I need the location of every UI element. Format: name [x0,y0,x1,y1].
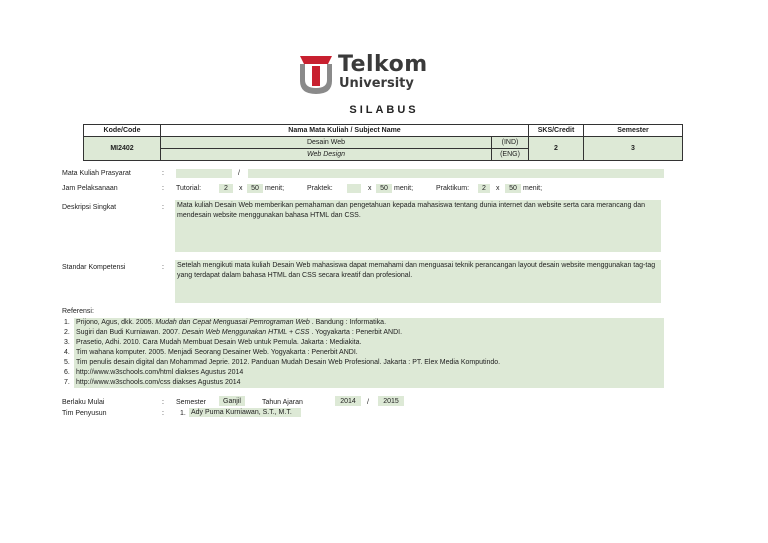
list-item [64,338,664,348]
tutorial-minutes[interactable]: 50 [247,184,263,193]
prasyarat-field-2[interactable] [248,169,664,178]
course-code: MI2402 [84,137,161,161]
course-name-eng: Web Design [161,149,492,161]
list-item [64,318,664,328]
referensi-list [64,318,664,388]
prasyarat-label: Mata Kuliah Prasyarat [62,170,131,177]
reference-title: Desain Web Menggunakan HTML + CSS [181,329,310,336]
tutorial-menit: menit; [265,185,285,192]
prasyarat-colon: : [162,170,164,177]
praktikum-minutes[interactable]: 50 [505,184,521,193]
reference-number: 1. [64,319,70,326]
course-sks: 2 [529,137,584,161]
tahun-ajaran-slash: / [367,399,369,406]
telkom-university-logo [298,54,438,96]
standar-colon: : [162,264,164,271]
reference-text: Tim penulis desain digital dan Mohammad Jeprie. 2012. Panduan Mudah Desain Web Profesional. Jakarta : PT. Elex Media Komputindo. [76,359,501,366]
penyusun-label: Tim Penyusun [62,410,107,417]
col-header-sks: SKS/Credit [529,125,584,137]
jam-label: Jam Pelaksanaan [62,185,118,192]
course-name-ind: Desain Web [161,137,492,149]
praktek-minutes[interactable]: 50 [376,184,392,193]
tutorial-label: Tutorial: [176,185,202,192]
semester-label: Semester [176,399,206,406]
logo-word-university: University [339,76,414,91]
praktikum-menit: menit; [523,185,543,192]
berlaku-colon: : [162,399,164,406]
tahun-ajaran-end[interactable]: 2015 [378,396,404,406]
praktikum-x: x [496,185,500,192]
praktek-sessions[interactable] [347,184,361,193]
list-item [64,348,664,358]
reference-text: Prasetio, Adhi. 2010. Cara Mudah Membuat Desain Web untuk Pemula. Jakarta : Mediakita. [76,339,362,346]
reference-title: Mudah dan Cepat Menguasai Pemrograman Web [155,319,310,326]
col-header-code: Kode/Code [84,125,161,137]
deskripsi-text[interactable]: Mata kuliah Desain Web memberikan pemahaman dan pengetahuan kepada mahasiswa tentang dunia internet dan website serta cara merancang dan mendesain website menggunakan bahasa HTML dan CSS. [175,200,661,252]
tahun-ajaran-start[interactable]: 2014 [335,396,361,406]
telkom-logo-icon [298,54,334,94]
deskripsi-colon: : [162,204,164,211]
reference-text: Tim wahana komputer. 2005. Menjadi Seorang Desainer Web. Yogyakarta : Penerbit ANDI. [76,349,358,356]
tahun-ajaran-label: Tahun Ajaran [262,399,303,406]
page-title: SILABUS [349,104,419,116]
reference-text: http://www.w3schools.com/css diakses Agustus 2014 [76,379,241,386]
standar-label: Standar Kompetensi [62,264,126,271]
penyusun-name[interactable]: Ady Purna Kurniawan, S.T., M.T. [189,408,301,417]
prasyarat-field-1[interactable] [176,169,232,178]
tutorial-x: x [239,185,243,192]
reference-number: 2. [64,329,70,336]
reference-number: 7. [64,379,70,386]
referensi-label: Referensi: [62,308,94,315]
reference-number: 4. [64,349,70,356]
col-header-name: Nama Mata Kuliah / Subject Name [161,125,529,137]
course-table [83,124,683,161]
praktek-menit: menit; [394,185,414,192]
tag-eng: (ENG) [492,149,529,161]
reference-text: http://www.w3schools.com/html diakses Agustus 2014 [76,369,244,376]
jam-colon: : [162,185,164,192]
berlaku-label: Berlaku Mulai [62,399,105,406]
reference-publisher: . Bandung : Informatika. [309,319,387,326]
logo-word-telkom: Telkom [338,52,428,77]
course-semester: 3 [584,137,683,161]
reference-number: 3. [64,339,70,346]
semester-value[interactable]: Ganjil [219,396,245,406]
prasyarat-slash: / [238,170,240,177]
reference-number: 5. [64,359,70,366]
deskripsi-label: Deskripsi Singkat [62,204,117,211]
reference-text: Prijono, Agus, dkk. 2005. [76,319,156,326]
tutorial-sessions[interactable]: 2 [219,184,233,193]
reference-number: 6. [64,369,70,376]
reference-text: Sugiri dan Budi Kurniawan. 2007. [76,329,182,336]
tag-ind: (IND) [492,137,529,149]
reference-publisher: . Yogyakarta : Penerbit ANDI. [309,329,403,336]
praktikum-sessions[interactable]: 2 [478,184,490,193]
list-item [64,328,664,338]
list-item [64,358,664,368]
praktek-x: x [368,185,372,192]
praktikum-label: Praktikum: [436,185,470,192]
penyusun-num: 1. [180,410,186,417]
praktek-label: Praktek: [307,185,333,192]
penyusun-colon: : [162,410,164,417]
col-header-semester: Semester [584,125,683,137]
list-item [64,378,664,388]
standar-text[interactable]: Setelah mengikuti mata kuliah Desain Web mahasiswa dapat memahami dan menguasai teknik perancangan layout desain website menggunakan tag-tag yang terdapat dalam bahasa HTML dan CSS secara kreatif dan profesional. [175,260,661,303]
list-item [64,368,664,378]
